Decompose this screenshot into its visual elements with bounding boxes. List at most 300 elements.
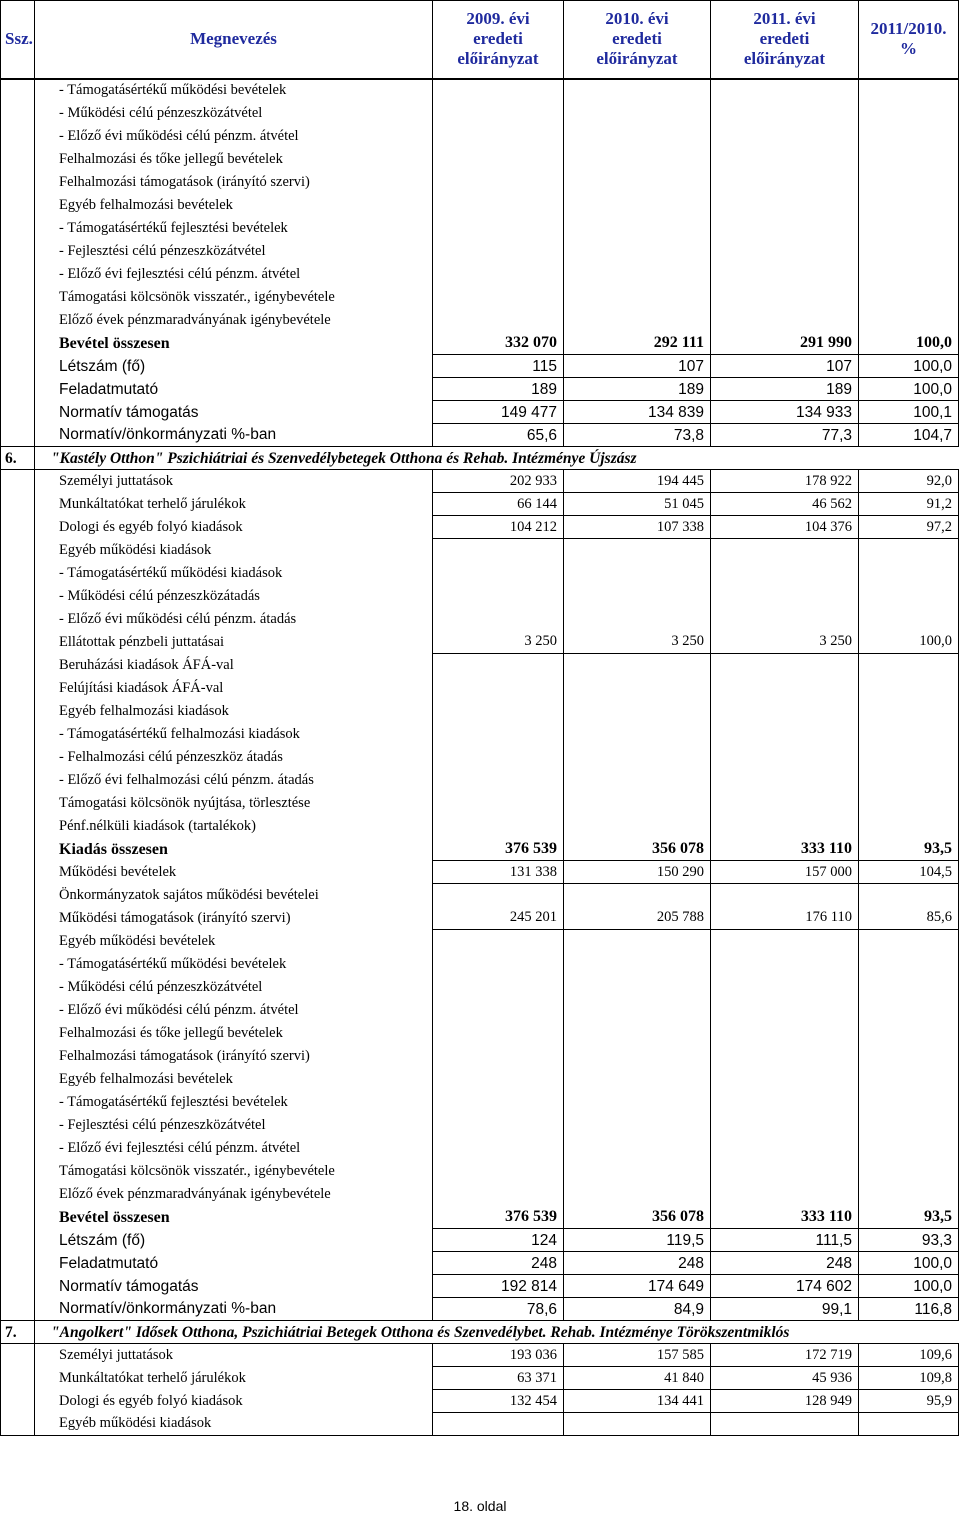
- value-pct: [859, 608, 959, 631]
- value-2011: [711, 1022, 859, 1045]
- value-2009: 193 036: [433, 1344, 564, 1367]
- value-2010: [564, 286, 711, 309]
- value-2011: [711, 746, 859, 769]
- row-label: Támogatási kölcsönök nyújtása, törlesztése: [35, 792, 433, 815]
- value-2009: [433, 815, 564, 838]
- table-row: [1, 1068, 959, 1091]
- value-2010: [564, 723, 711, 746]
- value-2009: [433, 79, 564, 102]
- row-label: - Működési célú pénzeszközátvétel: [35, 102, 433, 125]
- value-2011: 178 922: [711, 470, 859, 493]
- row-label: Felhalmozási és tőke jellegű bevételek: [35, 1022, 433, 1045]
- value-2010: [564, 171, 711, 194]
- value-2010: [564, 1183, 711, 1206]
- value-2009: 248: [433, 1252, 564, 1275]
- row-label: Dologi és egyéb folyó kiadások: [35, 1390, 433, 1413]
- row-ssz: [1, 631, 35, 654]
- value-2009: [433, 976, 564, 999]
- value-2010: 194 445: [564, 470, 711, 493]
- value-2011: [711, 79, 859, 102]
- value-2010: [564, 1068, 711, 1091]
- row-ssz: [1, 493, 35, 516]
- value-2010: [564, 539, 711, 562]
- value-2011: 333 110: [711, 838, 859, 861]
- row-label: Felhalmozási támogatások (irányító szervi): [35, 171, 433, 194]
- value-2011: [711, 930, 859, 953]
- row-label: Egyéb működési kiadások: [35, 539, 433, 562]
- value-2009: [433, 148, 564, 171]
- value-2009: 3 250: [433, 631, 564, 654]
- table-row: [1, 999, 959, 1022]
- row-label: Működési bevételek: [35, 861, 433, 884]
- value-2009: 245 201: [433, 907, 564, 930]
- value-pct: [859, 240, 959, 263]
- row-ssz: [1, 1367, 35, 1390]
- page-number: 18. oldal: [453, 1498, 507, 1514]
- row-ssz: [1, 815, 35, 838]
- value-2009: [433, 240, 564, 263]
- row-ssz: [1, 907, 35, 930]
- value-2010: 107 338: [564, 516, 711, 539]
- table-row: [1, 907, 959, 930]
- value-2009: [433, 1045, 564, 1068]
- table-row: [1, 1390, 959, 1413]
- table-row: [1, 378, 959, 401]
- value-2010: [564, 309, 711, 332]
- row-label: Felújítási kiadások ÁFÁ-val: [35, 677, 433, 700]
- value-pct: 95,9: [859, 1390, 959, 1413]
- table-row: [1, 539, 959, 562]
- row-label: Feladatmutató: [35, 378, 433, 401]
- row-ssz: [1, 401, 35, 424]
- value-pct: 104,5: [859, 861, 959, 884]
- row-ssz: [1, 1045, 35, 1068]
- row-label: Pénf.nélküli kiadások (tartalékok): [35, 815, 433, 838]
- value-2010: [564, 102, 711, 125]
- header-2009-line: előirányzat: [457, 49, 539, 69]
- value-2011: [711, 815, 859, 838]
- table-row: [1, 654, 959, 677]
- row-label: - Támogatásértékű működési bevételek: [35, 79, 433, 102]
- value-2010: [564, 1413, 711, 1436]
- row-ssz: [1, 861, 35, 884]
- value-2011: [711, 562, 859, 585]
- value-2010: [564, 1045, 711, 1068]
- row-ssz: [1, 654, 35, 677]
- value-2009: [433, 930, 564, 953]
- section-number: 6.: [1, 447, 35, 470]
- value-pct: [859, 746, 959, 769]
- value-2010: [564, 585, 711, 608]
- table-row: [1, 148, 959, 171]
- value-2009: [433, 217, 564, 240]
- row-label: Személyi juttatások: [35, 1344, 433, 1367]
- header-2009-line: 2009. évi: [466, 9, 530, 29]
- value-2011: 248: [711, 1252, 859, 1275]
- value-2009: 66 144: [433, 493, 564, 516]
- header-2010: [564, 1, 711, 79]
- value-2009: [433, 286, 564, 309]
- table-row: [1, 769, 959, 792]
- header-ssz: Ssz.: [1, 1, 35, 79]
- value-2009: 124: [433, 1229, 564, 1252]
- section-title: "Kastély Otthon" Pszichiátriai és Szenvedélybetegek Otthona és Rehab. Intézménye Újszász: [35, 447, 959, 470]
- value-2009: [433, 746, 564, 769]
- table-row: [1, 723, 959, 746]
- value-2010: [564, 608, 711, 631]
- value-2011: [711, 1413, 859, 1436]
- row-label: Kiadás összesen: [35, 838, 433, 861]
- value-2011: [711, 999, 859, 1022]
- value-2010: 51 045: [564, 493, 711, 516]
- value-2011: [711, 539, 859, 562]
- value-pct: 93,5: [859, 1206, 959, 1229]
- value-2010: [564, 79, 711, 102]
- table-row: [1, 1091, 959, 1114]
- value-pct: [859, 148, 959, 171]
- value-pct: 100,0: [859, 1252, 959, 1275]
- table-row: [1, 1045, 959, 1068]
- value-pct: 100,0: [859, 332, 959, 355]
- value-2011: 174 602: [711, 1275, 859, 1298]
- value-pct: [859, 815, 959, 838]
- value-pct: [859, 102, 959, 125]
- value-2010: [564, 148, 711, 171]
- value-2011: [711, 654, 859, 677]
- value-2011: [711, 1045, 859, 1068]
- value-2009: [433, 194, 564, 217]
- table-row: [1, 884, 959, 907]
- row-label: Egyéb felhalmozási bevételek: [35, 1068, 433, 1091]
- value-2011: 176 110: [711, 907, 859, 930]
- value-pct: [859, 930, 959, 953]
- value-2011: 46 562: [711, 493, 859, 516]
- value-2009: 376 539: [433, 838, 564, 861]
- table-row: [1, 125, 959, 148]
- value-2011: [711, 1091, 859, 1114]
- value-pct: [859, 125, 959, 148]
- value-pct: [859, 1114, 959, 1137]
- row-ssz: [1, 424, 35, 447]
- row-ssz: [1, 700, 35, 723]
- section-number: 7.: [1, 1321, 35, 1344]
- value-pct: 85,6: [859, 907, 959, 930]
- row-label: - Működési célú pénzeszközátvétel: [35, 976, 433, 999]
- header-2011-line: eredeti: [759, 29, 810, 49]
- table-row: [1, 930, 959, 953]
- value-2011: [711, 1114, 859, 1137]
- table-row: [1, 424, 959, 447]
- value-2009: [433, 723, 564, 746]
- value-2011: [711, 194, 859, 217]
- value-2010: 157 585: [564, 1344, 711, 1367]
- row-ssz: [1, 792, 35, 815]
- section-header-row: [1, 1321, 959, 1344]
- table-row: [1, 286, 959, 309]
- value-2011: 333 110: [711, 1206, 859, 1229]
- row-label: - Előző évi fejlesztési célú pénzm. átvétel: [35, 1137, 433, 1160]
- value-2010: [564, 746, 711, 769]
- value-2009: [433, 700, 564, 723]
- table-row: [1, 608, 959, 631]
- value-pct: 93,3: [859, 1229, 959, 1252]
- value-pct: 97,2: [859, 516, 959, 539]
- value-2011: [711, 884, 859, 907]
- value-2010: [564, 700, 711, 723]
- value-2010: [564, 1160, 711, 1183]
- row-ssz: [1, 976, 35, 999]
- value-2009: [433, 999, 564, 1022]
- value-pct: 100,0: [859, 631, 959, 654]
- row-ssz: [1, 240, 35, 263]
- row-label: Felhalmozási támogatások (irányító szervi): [35, 1045, 433, 1068]
- table-row: [1, 102, 959, 125]
- value-2010: 3 250: [564, 631, 711, 654]
- value-2010: [564, 194, 711, 217]
- row-ssz: [1, 355, 35, 378]
- value-pct: [859, 654, 959, 677]
- value-pct: [859, 585, 959, 608]
- header-2010-line: 2010. évi: [605, 9, 669, 29]
- value-2009: [433, 654, 564, 677]
- value-2009: [433, 1114, 564, 1137]
- row-label: Támogatási kölcsönök visszatér., igénybevétele: [35, 1160, 433, 1183]
- row-ssz: [1, 1137, 35, 1160]
- table-row: [1, 1298, 959, 1321]
- row-ssz: [1, 470, 35, 493]
- value-2010: [564, 1091, 711, 1114]
- table-row: [1, 1160, 959, 1183]
- row-ssz: [1, 516, 35, 539]
- row-label: Feladatmutató: [35, 1252, 433, 1275]
- value-pct: [859, 286, 959, 309]
- row-label: Normatív/önkormányzati %-ban: [35, 1298, 433, 1321]
- row-label: Munkáltatókat terhelő járulékok: [35, 493, 433, 516]
- value-2009: 63 371: [433, 1367, 564, 1390]
- header-2010-line: eredeti: [612, 29, 662, 49]
- row-ssz: [1, 1091, 35, 1114]
- value-2010: [564, 815, 711, 838]
- value-2011: 77,3: [711, 424, 859, 447]
- value-2009: 78,6: [433, 1298, 564, 1321]
- row-label: Önkormányzatok sajátos működési bevételei: [35, 884, 433, 907]
- row-label: - Fejlesztési célú pénzeszközátvétel: [35, 240, 433, 263]
- value-2011: [711, 1160, 859, 1183]
- row-label: - Támogatásértékű felhalmozási kiadások: [35, 723, 433, 746]
- row-label: Normatív támogatás: [35, 1275, 433, 1298]
- value-pct: [859, 1068, 959, 1091]
- value-pct: 91,2: [859, 493, 959, 516]
- value-pct: 100,1: [859, 401, 959, 424]
- table-row: [1, 838, 959, 861]
- value-2010: 119,5: [564, 1229, 711, 1252]
- value-pct: [859, 309, 959, 332]
- row-ssz: [1, 838, 35, 861]
- value-2011: [711, 723, 859, 746]
- value-2009: [433, 884, 564, 907]
- row-label: - Előző évi működési célú pénzm. átadás: [35, 608, 433, 631]
- row-label: Felhalmozási és tőke jellegű bevételek: [35, 148, 433, 171]
- value-2009: 192 814: [433, 1275, 564, 1298]
- table-row: [1, 976, 959, 999]
- row-ssz: [1, 746, 35, 769]
- value-2010: 205 788: [564, 907, 711, 930]
- row-ssz: [1, 171, 35, 194]
- value-2009: [433, 1022, 564, 1045]
- row-label: Létszám (fő): [35, 355, 433, 378]
- header-2011-line: előirányzat: [743, 49, 826, 69]
- row-label: Bevétel összesen: [35, 1206, 433, 1229]
- value-2010: 73,8: [564, 424, 711, 447]
- row-label: Egyéb működési kiadások: [35, 1413, 433, 1436]
- value-2011: 111,5: [711, 1229, 859, 1252]
- value-2010: 189: [564, 378, 711, 401]
- table-row: [1, 171, 959, 194]
- value-2010: [564, 654, 711, 677]
- value-2011: [711, 102, 859, 125]
- row-label: Egyéb felhalmozási kiadások: [35, 700, 433, 723]
- row-label: Normatív/önkormányzati %-ban: [35, 424, 433, 447]
- row-label: Munkáltatókat terhelő járulékok: [35, 1367, 433, 1390]
- value-2011: 291 990: [711, 332, 859, 355]
- value-2009: 376 539: [433, 1206, 564, 1229]
- row-label: Létszám (fő): [35, 1229, 433, 1252]
- value-2009: [433, 125, 564, 148]
- value-2010: 356 078: [564, 838, 711, 861]
- value-2011: [711, 769, 859, 792]
- row-ssz: [1, 1160, 35, 1183]
- table-body: [1, 79, 959, 1436]
- value-pct: 100,0: [859, 378, 959, 401]
- row-ssz: [1, 332, 35, 355]
- row-ssz: [1, 1229, 35, 1252]
- row-label: - Előző évi felhalmozási célú pénzm. átadás: [35, 769, 433, 792]
- table-row: [1, 1137, 959, 1160]
- value-pct: [859, 217, 959, 240]
- value-2010: [564, 677, 711, 700]
- value-2011: 45 936: [711, 1367, 859, 1390]
- value-2010: 292 111: [564, 332, 711, 355]
- value-pct: [859, 884, 959, 907]
- row-ssz: [1, 1068, 35, 1091]
- header-pct-line: 2011/2010.: [870, 19, 947, 39]
- value-2011: [711, 309, 859, 332]
- row-ssz: [1, 677, 35, 700]
- value-2009: 189: [433, 378, 564, 401]
- table-row: [1, 1206, 959, 1229]
- value-pct: [859, 700, 959, 723]
- table-row: [1, 700, 959, 723]
- value-2009: [433, 769, 564, 792]
- value-2010: [564, 953, 711, 976]
- table-row: [1, 194, 959, 217]
- value-2009: [433, 539, 564, 562]
- row-ssz: [1, 217, 35, 240]
- row-ssz: [1, 1206, 35, 1229]
- row-label: - Előző évi működési célú pénzm. átvétel: [35, 125, 433, 148]
- row-ssz: [1, 723, 35, 746]
- value-pct: 92,0: [859, 470, 959, 493]
- table-row: [1, 516, 959, 539]
- section-header-row: [1, 447, 959, 470]
- table-row: [1, 746, 959, 769]
- table-row: [1, 861, 959, 884]
- value-2009: [433, 792, 564, 815]
- value-2011: 104 376: [711, 516, 859, 539]
- value-2011: [711, 1183, 859, 1206]
- table-row: [1, 585, 959, 608]
- value-2009: [433, 1091, 564, 1114]
- row-ssz: [1, 999, 35, 1022]
- value-2011: [711, 1068, 859, 1091]
- row-ssz: [1, 263, 35, 286]
- table-row: [1, 240, 959, 263]
- row-ssz: [1, 1344, 35, 1367]
- table-row: [1, 1229, 959, 1252]
- table-row: [1, 1367, 959, 1390]
- value-2009: 65,6: [433, 424, 564, 447]
- row-ssz: [1, 930, 35, 953]
- value-2011: 134 933: [711, 401, 859, 424]
- header-2010-line: előirányzat: [596, 49, 678, 69]
- value-2011: [711, 171, 859, 194]
- row-label: Működési támogatások (irányító szervi): [35, 907, 433, 930]
- value-pct: [859, 263, 959, 286]
- row-ssz: [1, 562, 35, 585]
- row-label: Egyéb működési bevételek: [35, 930, 433, 953]
- value-pct: [859, 562, 959, 585]
- row-label: Normatív támogatás: [35, 401, 433, 424]
- value-pct: [859, 1413, 959, 1436]
- row-ssz: [1, 125, 35, 148]
- table-row: [1, 355, 959, 378]
- value-2011: [711, 217, 859, 240]
- table-row: [1, 1022, 959, 1045]
- row-label: - Támogatásértékű fejlesztési bevételek: [35, 217, 433, 240]
- value-2010: [564, 769, 711, 792]
- value-pct: [859, 171, 959, 194]
- value-2009: 149 477: [433, 401, 564, 424]
- value-2009: [433, 585, 564, 608]
- row-ssz: [1, 148, 35, 171]
- value-pct: [859, 539, 959, 562]
- row-ssz: [1, 585, 35, 608]
- value-2011: 3 250: [711, 631, 859, 654]
- row-ssz: [1, 953, 35, 976]
- value-pct: [859, 79, 959, 102]
- value-2009: [433, 1413, 564, 1436]
- value-2011: [711, 700, 859, 723]
- value-2010: [564, 976, 711, 999]
- value-2010: [564, 999, 711, 1022]
- row-label: - Támogatásértékű működési kiadások: [35, 562, 433, 585]
- table-row: [1, 1275, 959, 1298]
- row-ssz: [1, 608, 35, 631]
- value-2010: [564, 217, 711, 240]
- row-ssz: [1, 769, 35, 792]
- value-2010: 134 441: [564, 1390, 711, 1413]
- row-ssz: [1, 1275, 35, 1298]
- table-row: [1, 677, 959, 700]
- value-pct: [859, 953, 959, 976]
- table-row: [1, 470, 959, 493]
- value-2010: 356 078: [564, 1206, 711, 1229]
- header-2011-line: 2011. évi: [753, 9, 816, 29]
- value-2011: [711, 263, 859, 286]
- row-label: Támogatási kölcsönök visszatér., igénybevétele: [35, 286, 433, 309]
- value-2011: [711, 125, 859, 148]
- value-2009: [433, 677, 564, 700]
